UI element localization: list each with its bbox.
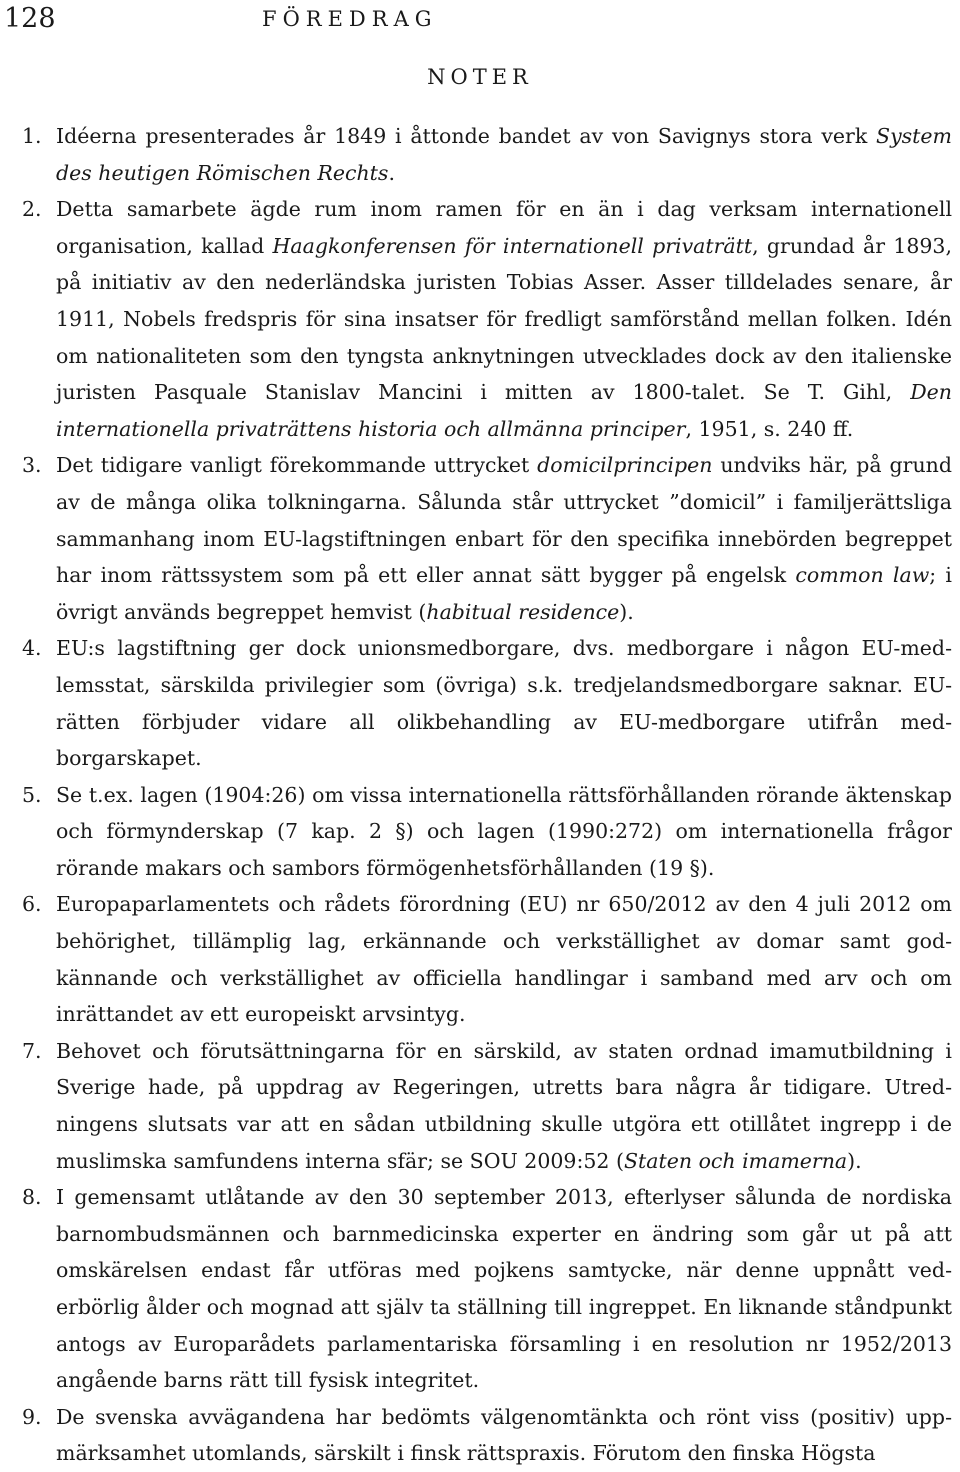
footnote-segment: , 1951, s. 240 ff. [685,416,854,441]
footnote-text [56,886,952,1032]
footnote [0,118,960,191]
footnote-segment: Europaparlamentets och rådets förordning (EU) nr 650/2012 av den 4 juli 2012 om behörighet, tillämplig lag, erkännande och verkställighet av domar samt godkännande och verkställighet av officiella handlingar i samband med arv och om inrättandet av ett europeiskt arvsintyg. [56,892,952,1027]
footnote-number: 7. [22,1038,42,1063]
footnote-segment: Behovet och förutsättningarna för en särskild, av staten ordnad imamutbildning i Sverige hade, på uppdrag av Regeringen, utretts bara några år tidigare. Utredningens slutsats var att en sådan utbildning skulle utgöra ett otillåtet ingrepp i de muslimska samfundens interna sfär; se SOU 2009:52 ( [56,1038,952,1173]
footnote [0,1399,960,1472]
footnote-italic-segment: Haagkonferensen för internationell privaträtt [272,233,753,258]
footnote [0,630,960,776]
footnote [0,191,960,447]
footnote-text [56,1179,952,1399]
footnote-number: 8. [22,1185,42,1210]
footnote-segment: Se t.ex. lagen (1904:26) om vissa internationella rättsförhållanden rörande äktenskap och förmynderskap (7 kap. 2 §) och lagen (1990:272) om internationella frågor rörande makars och sambors förmögenhetsförhållanden (19 §). [56,782,952,880]
footnote [0,447,960,630]
footnote-number: 6. [22,892,42,917]
footnote-text [56,447,952,630]
footnote-number: 2. [22,197,42,222]
footnote-italic-segment: common law [795,563,930,588]
footnote-italic-segment: Den internationella privaträttens historia och allmänna principer [56,380,952,441]
footnote-number: 5. [22,782,42,807]
footnote-segment: , grundad år 1893, på initiativ av den nederländska juristen Tobias Asser. Asser tilldelades senare, år 1911, Nobels fredspris för sina insatser för fredligt samförstånd mellan folken. Idén om nationaliteten som den tyngsta anknytningen utvecklades dock av den italienske juristen Pasquale Stanislav Mancini i mitten av 1800-talet. Se T. Gihl, [56,233,952,405]
footnote-number: 9. [22,1404,42,1429]
footnote-text [56,191,952,447]
footnote-text [56,1399,952,1472]
footnote-segment: ; i övrigt används begreppet hemvist ( [56,563,952,624]
footnote [0,886,960,1032]
footnote [0,1033,960,1179]
section-title: NOTER [427,65,533,89]
footnote-number: 4. [22,636,42,661]
footnote-text [56,1033,952,1179]
footnote-segment: ). [619,599,634,624]
footnote-number: 3. [22,453,42,478]
running-head: FÖREDRAG [262,7,438,31]
footnote-number: 1. [22,124,42,148]
footnote-text [56,630,952,776]
footnote [0,1179,960,1399]
page-header [0,0,960,40]
footnote-italic-segment: Staten och imamerna [623,1148,848,1173]
footnote-italic-segment: habitual residence [426,599,620,624]
footnote-segment: EU:s lagstiftning ger dock unionsmedborgare, dvs. medborgare i någon EU-medlemsstat, särskilda privilegier som (övriga) s.k. tredjelandsmedborgare saknar. EU-rätten förbjuder vidare all olikbehandling av EU-medborgare utifrån medborgarskapet. [56,636,952,771]
footnote-italic-segment: System des heutigen Römischen Rechts [56,124,952,185]
footnote-italic-segment: domicilprincipen [537,453,713,478]
footnote [0,777,960,887]
page-number: 128 [4,3,56,34]
notes-list [0,118,960,1472]
footnote-segment: Idéerna presenterades år 1849 i åttonde bandet av von Savignys stora verk [56,124,877,148]
footnote-text [56,118,952,191]
footnote-segment: De svenska avvägandena har bedömts välgenomtänkta och rönt viss (positiv) uppmärksamhet utomlands, särskilt i finsk rättspraxis. Förutom den finska Högsta [56,1404,952,1466]
footnote-text [56,777,952,887]
footnote-segment: Detta samarbete ägde rum inom ramen för en än i dag verksam internationell organisation, kallad [56,197,952,258]
footnote-segment: I gemensamt utlåtande av den 30 september 2013, efterlyser sålunda de nordiska barnombudsmännen och barnmedicinska experter en ändring som går ut på att omskärelsen endast får utföras med pojkens samtycke, när denne uppnått vederbörlig ålder och mognad att själv ta ställning till ingreppet. En liknande ståndpunkt antogs av Europarådets parlamentariska församling i en resolution nr 1952/2013 angående barns rätt till fysisk integritet. [56,1185,952,1393]
footnote-segment: . [388,160,395,185]
footnote-segment: ). [847,1148,862,1173]
footnote-segment: undviks här, på grund av de många olika tolkningarna. Sålunda står uttrycket ”domicil” i familjerättsliga sammanhang inom EU-lagstiftningen enbart för den specifika innebörden begreppet har inom rättssystem som på ett eller annat sätt bygger på engelsk [56,453,952,588]
footnote-segment: Det tidigare vanligt förekommande uttrycket [56,453,538,478]
